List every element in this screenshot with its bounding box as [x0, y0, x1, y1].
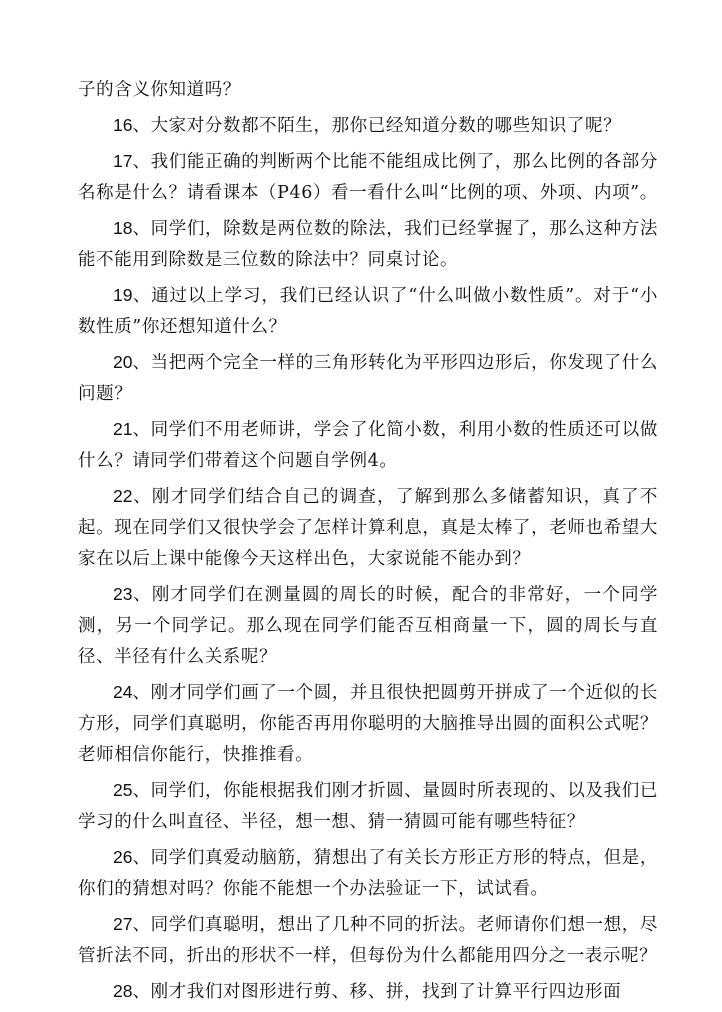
paragraph-text: 、大家对分数都不陌生，那你已经知道分数的哪些知识了呢？: [132, 116, 622, 136]
paragraph-text: 、通过以上学习，我们已经认识了“什么叫做小数性质”。对于“小数性质”你还想知道什么？: [78, 286, 658, 337]
paragraph-28: [78, 976, 658, 1008]
paragraph-number: 23: [113, 584, 133, 604]
paragraph-23: [78, 579, 658, 673]
paragraph-number: 16: [113, 115, 133, 135]
paragraph-24: [78, 677, 658, 771]
paragraph-number: 25: [113, 780, 133, 800]
paragraph-text: 、刚才我们对图形进行剪、移、拼，找到了计算平行四边形面: [132, 982, 622, 1002]
paragraph-text: 、当把两个完全一样的三角形转化为平形四边形后，你发现了什么问题？: [78, 353, 658, 404]
paragraph-text: 、同学们真聪明，想出了几种不同的折法。老师请你们想一想，尽管折法不同，折出的形状不一样，但每份为什么都能用四分之一表示呢？: [78, 915, 658, 966]
paragraph-number: 20: [113, 352, 133, 372]
paragraph-number: 18: [113, 218, 133, 238]
paragraph-21: [78, 414, 658, 477]
document-page: [78, 75, 658, 1012]
paragraph-text: 、刚才同学们画了一个圆，并且很快把圆剪开拼成了一个近似的长方形，同学们真聪明，你能否再用你聪明的大脑推导出圆的面积公式呢？老师相信你能行，快推推看。: [78, 683, 658, 765]
paragraph-text: 、同学们，你能根据我们刚才折圆、量圆时所表现的、以及我们已学习的什么叫直径、半径，想一想、猜一猜圆可能有哪些特征？: [78, 781, 658, 832]
paragraph-number: 22: [113, 486, 133, 506]
paragraph-20: [78, 347, 658, 410]
paragraph-number: 24: [113, 682, 133, 702]
paragraph-17: [78, 146, 658, 209]
paragraph-text: 、同学们不用老师讲，学会了化简小数，利用小数的性质还可以做什么？请同学们带着这个问题自学例4。: [78, 420, 658, 471]
paragraph-text: 子的含义你知道吗？: [78, 80, 241, 100]
paragraph-text: 、刚才同学们在测量圆的周长的时候，配合的非常好，一个同学测，另一个同学记。那么现在同学们能否互相商量一下，圆的周长与直径、半径有什么关系呢？: [78, 585, 658, 667]
paragraph-text: 、同学们真爱动脑筋，猜想出了有关长方形正方形的特点，但是，你们的猜想对吗？你能不能想一个办法验证一下，试试看。: [78, 848, 658, 899]
paragraph-26: [78, 842, 658, 905]
paragraph-27: [78, 909, 658, 972]
paragraph-number: 27: [113, 914, 133, 934]
paragraph-number: 26: [113, 847, 133, 867]
paragraph-number: 21: [113, 419, 133, 439]
paragraph-text: 、我们能正确的判断两个比能不能组成比例了，那么比例的各部分名称是什么？请看课本（P46）看一看什么叫“比例的项、外项、内项”。: [78, 152, 658, 203]
paragraph-22: [78, 481, 658, 575]
paragraph-text: 、同学们，除数是两位数的除法，我们已经掌握了，那么这种方法能不能用到除数是三位数的除法中？同桌讨论。: [78, 219, 658, 270]
paragraph-number: 28: [113, 981, 133, 1001]
paragraph-number: 17: [113, 151, 133, 171]
paragraph-18: [78, 213, 658, 276]
paragraph-25: [78, 775, 658, 838]
paragraph-continued: [78, 75, 658, 106]
paragraph-19: [78, 280, 658, 343]
paragraph-text: 、刚才同学们结合自己的调查，了解到那么多储蓄知识，真了不起。现在同学们又很快学会了怎样计算利息，真是太棒了，老师也希望大家在以后上课中能像今天这样出色，大家说能不能办到？: [78, 487, 658, 569]
paragraph-number: 19: [113, 285, 133, 305]
paragraph-16: [78, 110, 658, 142]
